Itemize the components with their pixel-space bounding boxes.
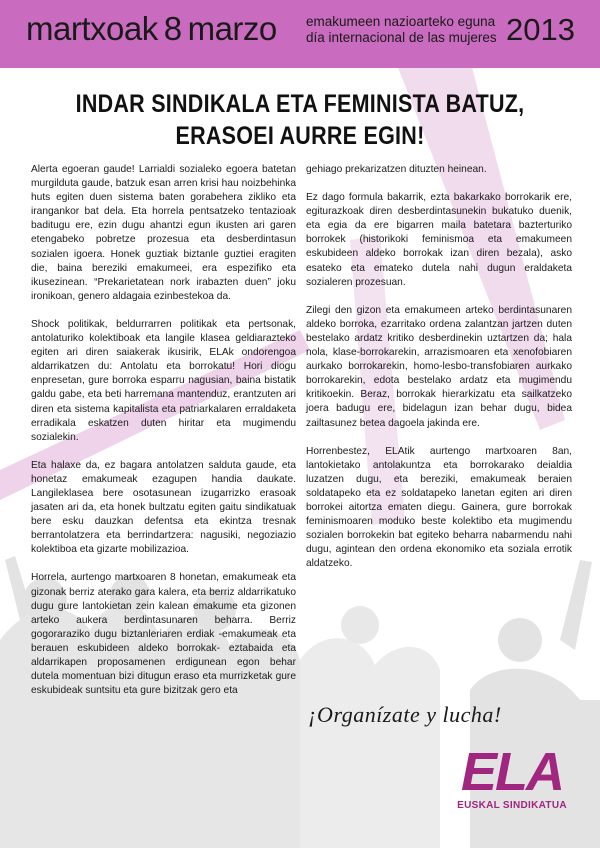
paragraph: Shock politikak, beldurrarren politikak eta pertsonak, antolaturiko kolektiboak eta langile klasea geldiarazteko egiten ari diren saiakerak ikusirik, ELAk ondorengoa aldarrikatzen du: Antolatu eta borrokatu! Hori diogu enpresetan, gure borroka esparru nagusian, baina bistatik galdu gabe, eta beti harremana mantenduz, erantzuten ari diren eta sistema kapitalista eta patriarkalaren erraldaketa erradikala eskatzen duten hiritar eta mugimendu sozialekin. [31,318,296,443]
paragraph: Ez dago formula bakarrik, ezta bakarkako borrokarik ere, egiturazkoak diren desberdintasunekin bukatuko duenik, eta egia da ere bigarren maila batetara bazterturiko borrokek (historikoki feminismoa eta emakumeen eskubideen aldeko borrokak izan diren bezala), asko esateko eta emateko dutela nahi dugun eraldaketa sozialeren prozesuan. [306,192,572,288]
header-date [26,10,277,48]
date-month-es: marzo [187,10,277,47]
head-silhouette [341,606,379,644]
header-banner [0,0,600,68]
date-month-eu: martxoak [26,10,158,47]
paragraph: Zilegi den gizon eta emakumeen arteko berdintasunaren aldeko borroka, ezarritako ordena zalantzan jartzen duten bestelako ardatz kritiko desberdinekin uztartzen da; hala nola, klase-borrokarekin, arrazismoaren eta xenofobiaren aurkako borrokarekin, homo-lesbo-transfobiaren aurkako borrokarekin, edota bestelako ardatz eta mugimendu kritikoekin. Beraz, borrokak hierarkizatu eta sailkatzeko joera badugu ere, bidelagun izan behar dugu, bidea zailtasunez betea dagoela jakinda ere. [306,304,572,429]
slogan: ¡Organízate y lucha! [308,702,502,727]
subtitle-spanish: día internacional de las mujeres [306,30,497,45]
left-column [31,163,296,712]
subtitle-basque: emakumeen nazioarteko eguna [306,14,496,29]
crowd-silhouette [300,638,440,848]
paragraph: Horrela, aurtengo martxoaren 8 honetan, emakumeak eta gizonak berriz aterako gara kalera, eta berriz aldarrikatuko dugu gure lantokietan zein kalean emakume eta gizonen arteko aukera berdintasunaren beharra. Berriz gogoraraziko dugu biztanleriaren erdiak -emakumeak eta berauen eskubideen aldeko borrokak- eztabaida eta aldarrikapen proposamenen erdigunean egon behar dutela momentuan bizi ditugun eraso eta murrizketak gure eskubideak suntsitu eta gure bizitzak gero eta [31,572,296,697]
paragraph: Horrenbestez, ELAtik aurtengo martxoaren 8an, lantokietako antolakuntza eta borrokarako deialdia luzatzen dugu, eta bereziki, emakumeak beraien soldatapeko eta ez soldatapeko lanetan egiten ari diren borrokei aitortza ematen diegu. Gainera, gure borrokak feminismoaren moduko beste kolektibo eta mugimendu sozialen borrokekin bat egiteko beharra nabarmendu nahi dugu, agintean den ordena ekonomiko eta soziala errotik aldatzeko. [306,445,572,570]
date-day: 8 [163,10,182,47]
paragraph: Eta halaxe da, ez bagara antolatzen salduta gaude, eta honetaz emakumeak ezagupen handia daukate. Langileklasea bere osotasunean izugarrizko erasoak jasaten ari da, eta honek bultzatu egiten gaitu sindikatuak bere esku dauzkan defentsa eta ekintza tresnak berrantolatzera eta berrindartzera: nagusiki, negoziazio kolektiboa eta gizarte mobilizazioa. [31,459,296,556]
ela-logo [452,742,572,815]
title-line-2: ERASOEI AURRE EGIN! [175,122,425,150]
header-year: 2013 [506,12,575,47]
right-column [306,163,572,585]
head-silhouette [498,618,542,662]
page-title [42,88,558,152]
title-line-1: INDAR SINDIKALA ETA FEMINISTA BATUZ, [75,90,525,118]
logo-wordmark: ELA [461,742,563,802]
header-subtitle [306,14,497,46]
paragraph: Alerta egoeran gaude! Larrialdi sozialeko egoera batetan murgilduta gaude, batzuk esan arren krisi hau noizbehinka huts egiten duen sistema baten gorabehera zikliko eta irangankor bat dela. Eta horrela pentsatzeko tentazioak baditugu ere, ezin dugu ahantzi egun ikusten ari garen etengabeko pobretze prozesua eta desberdintasun sozialen igoera. Honek guztiak biztanle guztiei eragiten die, baina bereziki emakumeei, era espezifiko eta ikusezinean. “Prekarietatean nork irabazten duen” joku ironikoan, genero aldagaia ezinbestekoa da. [31,164,296,302]
paragraph: gehiago prekarizatzen dituzten heinean. [306,164,487,175]
logo-subtitle: EUSKAL SINDIKATUA [457,800,567,811]
